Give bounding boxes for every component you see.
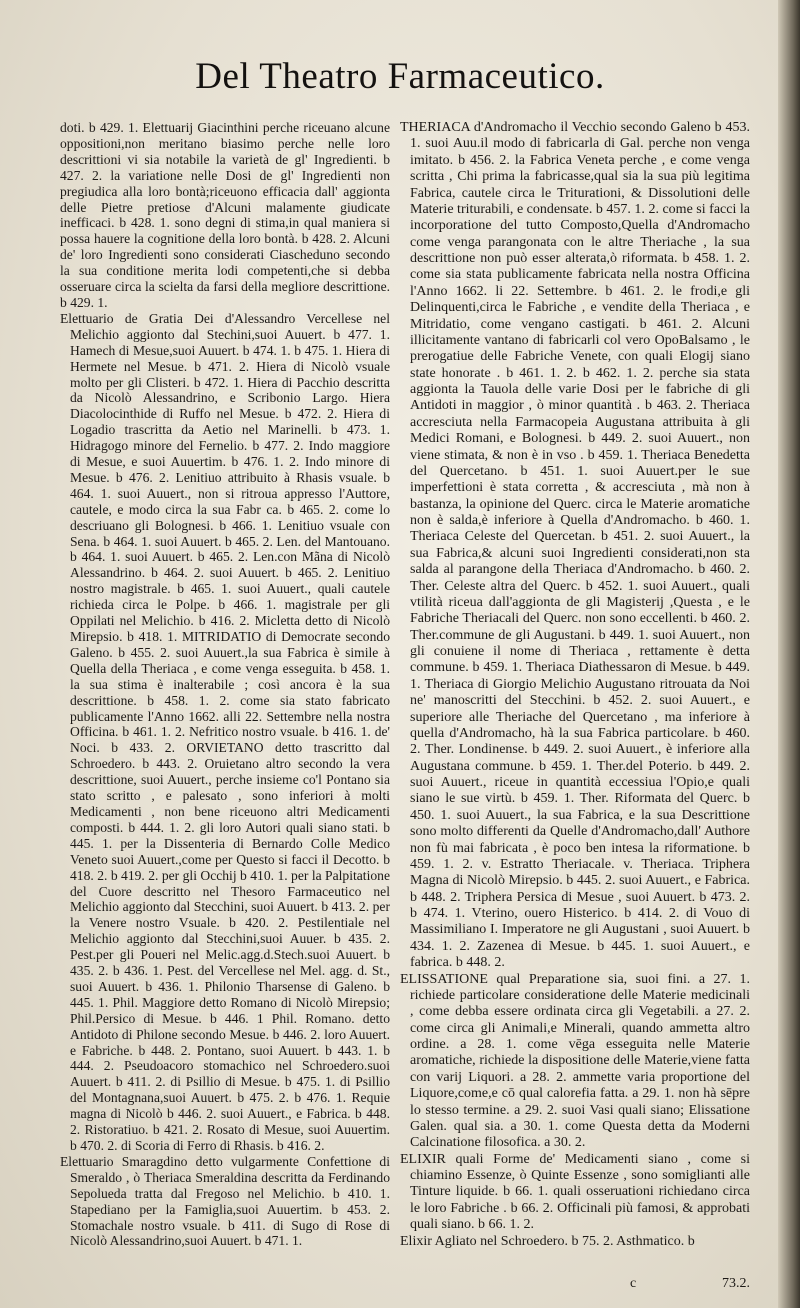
index-entry: doti. b 429. 1. Elettuarij Giacinthini perche riceuano alcune oppositioni,non meritano biasimo perche nelle loro descrittioni vi sia notabile la varietà de gl' Ingredienti. b 427. 2. la variatione nelle Dosi de gl' Ingredienti non pregiudica alla loro bontà;riceuono efficacia dall' aggionta delle Pietre pretiose d'Alcuni malamente giudicate inefficaci. b 428. 1. sono degni di stima,in qual maniera si possa hauere la cognitione della loro bontà. b 428. 2. Alcuni de' loro Ingredienti sono considerati Ciascheduno secondo la sua conditione merita lodi competenti,che si debba osseruare circa la scielta da farsi della megliore descrittione. b 429. 1. xyxy=(60,120,390,310)
right-column xyxy=(400,120,750,1250)
book-gutter-shadow xyxy=(778,0,800,1308)
left-column xyxy=(60,120,390,1249)
index-entry: THERIACA d'Andromacho il Vecchio secondo Galeno b 453. 1. suoi Auu.il modo di fabricarla di Gal. perche non venga imitato. b 456. 2. la Fabrica Veneta perche , e come venga scritta , Chi prima la fabricasse,qual sia la sua più legitima Fabrica, cautele circa le Triturationi, & Dissolutioni delle Materie triturabili, e condensate. b 457. 1. 2. come si facci la incorporatione del tutto Composto,Quella d'Andromacho come venga parangonata con le altre Theriache , la sua descrittione non può esser alterata,ò riformata. b 458. 1. 2. come sia stata publicamente fabricata nella nostra Officina l'Anno 1662. li 22. Settembre. b 461. 2. le frodi,e gli Delinquenti,circa le Fabriche , e vendite della Theriaca , e Mitridatio, come vengano castigati. b 461. 2. Alcuni illicitamente vantano di fabricarli col vero OpoBalsamo , le prerogatiue delle Fabriche Venete, con quali Elogij siano state honorate . b 461. 1. 2. b 462. 1. 2. perche sia stata aggionta la Tauola delle varie Dosi per le fabriche di gli Antidoti in maggior , ò minor quantità . b 463. 2. Theriaca accresciuta nella Farmacopeia Augustana attribuita à gli Medici Romani, e Bolognesi. b 449. 2. suoi Auuert., non viene stimata, & non è in vso . b 459. 1. Theriaca Benedetta del Quercetano. b 451. 1. suoi Auuert.per le sue imperfettioni è stata corretta , & accresciuta , mà non à bastanza, la opinione del Querc. circa le Materie aromatiche non è salda,è inferiore à Quella d'Andromacho. b 460. 1. Theriaca Celeste del Quercetan. b 451. 2. suoi Auuert., la sua Fabrica,& alcuni suoi Ingredienti considerati,non sta salda al parangone della Theriaca d'Andromacho. b 460. 2. Ther. Celeste altra del Querc. b 452. 1. suoi Auuert., quali vtilità riceua dall'aggionta de gli Magisterij ,Questa , e le Fabriche Theriacali del Querc. non sono eccellenti. b 460. 2. Ther.commune de gli Augustani. b 449. 1. suoi Auuert., non gli conuiene il nome di Theriaca , rettamente è detta commune. b 459. 1. Theriaca Diathessaron di Mesue. b 449. 1. Theriaca di Giorgio Melichio Augustano ritrouata da Noi ne' manoscritti del Stecchini. b 452. 2. suoi Auuert., e superiore alle Theriache del Quercetano , ma inferiore à quella d'Andromacho, hà la sua Fabrica particolare. b 460. 2. Ther. Londinense. b 449. 2. suoi Auuert., è inferiore alla Augustana commune. b 459. 1. Ther.del Poterio. b 449. 2. suoi Auuert., riceue in quantità eccessiua l'Opio,e quali siano le sue virtù. b 459. 1. Ther. Riformata del Querc. b 450. 1. suoi Auuert., la sua Fabrica, e la sua Descrittione sono molto differenti da Quelle d'Andromacho,dall' Authore non fù mai fabricata , è poco ben intesa la riformatione. b 459. 1. 2. v. Estratto Theriacale. v. Theriaca. Triphera Magna di Nicolò Mirepsio. b 445. 2. suoi Auuert., e Fabrica. b 448. 2. Triphera Persica di Mesue , suoi Auuert. b 473. 2. b 474. 1. Vterino, ouero Histerico. b 414. 2. di Vouo di Massimiliano I. Imperatore ne gli Augustani , suoi Auuert. b 434. 1. 2. Zazenea di Mesue. b 445. 1. suoi Auuert., e fabrica. b 448. 2. xyxy=(400,120,750,971)
page-title: Del Theatro Farmaceutico. xyxy=(195,56,605,97)
index-entry: ELISSATIONE qual Preparatione sia, suoi fini. a 27. 1. richiede particolare consideratione delle Materie medicinali , come debba essere ordinata circa gli Vegetabili. a 27. 2. come circa gli Animali,e Minerali, quando ammetta altro ordine. a 28. 1. come vēga esseguita nelle Materie aromatiche, richiede la dispositione delle Materie,viene fatta con varij Liquori. a 28. 2. ammette varia proportione del Liquore,come,e cō qual calorefia fatta. a 29. 1. non hà sēpre lo stesso termine. a 29. 2. suoi Vasi quali siano; Elissatione Galen. qual sia. a 30. 1. come Questa detta da Moderni Calcinatione filosofica. a 30. 2. xyxy=(400,971,750,1151)
index-entry: ELIXIR quali Forme de' Medicamenti siano , come si chiamino Essenze, ò Quinte Essenze , sono somiglianti alle Tinture liquide. b 66. 1. quali osseruationi richiedano circa le loro Fabriche . b 66. 2. Officinali più famosi, & approbati quali siano. b 66. 1. 2. xyxy=(400,1151,750,1233)
index-entry: Elixir Agliato nel Schroedero. b 75. 2. Asthmatico. b xyxy=(400,1233,695,1249)
index-entry: Elettuario de Gratia Dei d'Alessandro Vercellese nel Melichio aggionto dal Stechini,suoi Auuert. b 477. 1. Hamech di Mesue,suoi Auuert. b 474. 1. b 475. 1. Hiera di Hermete nel Mesue. b 471. 2. Hiera di Nicolò vsuale molto per gli Clisteri. b 472. 1. Hiera di Pacchio descritta da Nicolò Alessandrino, e Scribonio Largo. Hiera Diacolocinthide di Ruffo nel Mesue. b 472. 2. Hiera di Logadio trascritta da Aetio nel Marinelli. b 473. 1. Hidragogo minore del Fernelio. b 477. 2. Indo maggiore di Mesue, e suoi Auuertim. b 476. 1. 2. Indo minore di Mesue. b 476. 2. Lenitiuo attribuito à Rhasis vsuale. b 464. 1. suoi Auuert., non si ritroua appresso l'Auttore, cautele, e modo circa la sua Fabr ca. b 465. 2. come lo descriuano gli Bolognesi. b 466. 1. Lenitiuo vsuale con Sena. b 464. 1. suoi Auuert. b 465. 2. Len. del Mantouano. b 464. 1. suoi Auuert. b 465. 2. Len.con Mãna di Nicolò Alessandrino. b 464. 2. suoi Auuert. b 465. 2. Lenitiuo nostro magistrale. b 465. 1. suoi Auuert., quali cautele richieda circa le Polpe. b 466. 1. magistrale per gli Oppilati nel Melichio. b 416. 2. Micletta detto di Nicolò Mirepsio. b 418. 1. MITRIDATIO di Democrate secondo Galeno. b 455. 2. suoi Auuert.,la sua Fabrica è simile à Quella della Theriaca , e come venga esseguita. b 458. 1. la sua stima è inalterabile ; così ancora è la sua descrittione. b 458. 1. 2. come sia stato fabricato publicamente l'Anno 1662. alli 22. Settembre nella nostra Officina. b 461. 1. 2. Nefritico nostro vsuale. b 416. 1. de' Noci. b 433. 2. ORVIETANO detto trascritto dal Schroedero. b 443. 2. Oruietano altro secondo la vera descrittione, suoi Auuert., perche insieme co'l Pontano sia stato scritto , e palesato , sono inferiori à molti Medicamenti , non bene riceuono altri Medicamenti composti. b 444. 1. 2. gli loro Autori quali siano stati. b 445. 1. per la Dissenteria di Bernardo Colle Medico Veneto suoi Auuert.,come per Questo si facci il Decotto. b 418. 2. b 419. 2. per gli Occhij b 410. 1. per la Palpitatione del Cuore descritto nel Thesoro Farmaceutico nel Melichio aggionto dal Stecchini, suoi Auuert. b 413. 2. per la Venere nostro Vsuale. b 420. 2. Pestilentiale nel Melichio aggionto dal Stecchini,suoi Auuer. b 435. 2. Pest.per gli Poueri nel Melic.agg.d.Stech.suoi Auuert. b 435. 2. b 436. 1. Pest. del Vercellese nel Mel. agg. d. St., suoi Auuert. b 436. 1. Philonio Tharsense di Galeno. b 445. 1. Phil. Maggiore detto Romano di Nicolò Mirepsio; Phil.Persico di Mesue. b 446. 1 Phil. Romano. detto Antidoto di Philone secondo Mesue. b 446. 2. loro Auuert. e Fabriche. b 448. 2. Pontano, suoi Auuert. b 443. 1. b 444. 2. Pseudoacoro stomachico nel Schroedero.suoi Auuert. b 411. 2. di Psillio di Mesue. b 475. 1. di Psillio del Montagnana,suoi Auuert. b 475. 2. b 476. 1. Requie magna di Nicolò b 446. 2. suoi Auuert., e Fabrica. b 448. 2. Ristoratiuo. b 421. 2. Rosato di Mesue, suoi Auuertim. b 470. 2. di Scoria di Ferro di Rhasis. b 416. 2. xyxy=(60,310,390,1153)
index-entry: Elettuario Smaragdino detto vulgarmente Confettione di Smeraldo , ò Theriaca Smeraldina descritta da Ferdinando Sepolueda tratta dal Fregoso nel Melichio. b 410. 1. Stapediano per la Famiglia,suoi Auuertim. b 453. 2. Stomachale nostro vsuale. b 411. di Sugo di Rose di Nicolò Alessandrino,suoi Auuert. b 471. 1. xyxy=(60,1153,390,1249)
page-footer xyxy=(600,1276,750,1292)
signature-mark: c xyxy=(630,1276,637,1291)
catchword: 73.2. xyxy=(722,1276,750,1291)
